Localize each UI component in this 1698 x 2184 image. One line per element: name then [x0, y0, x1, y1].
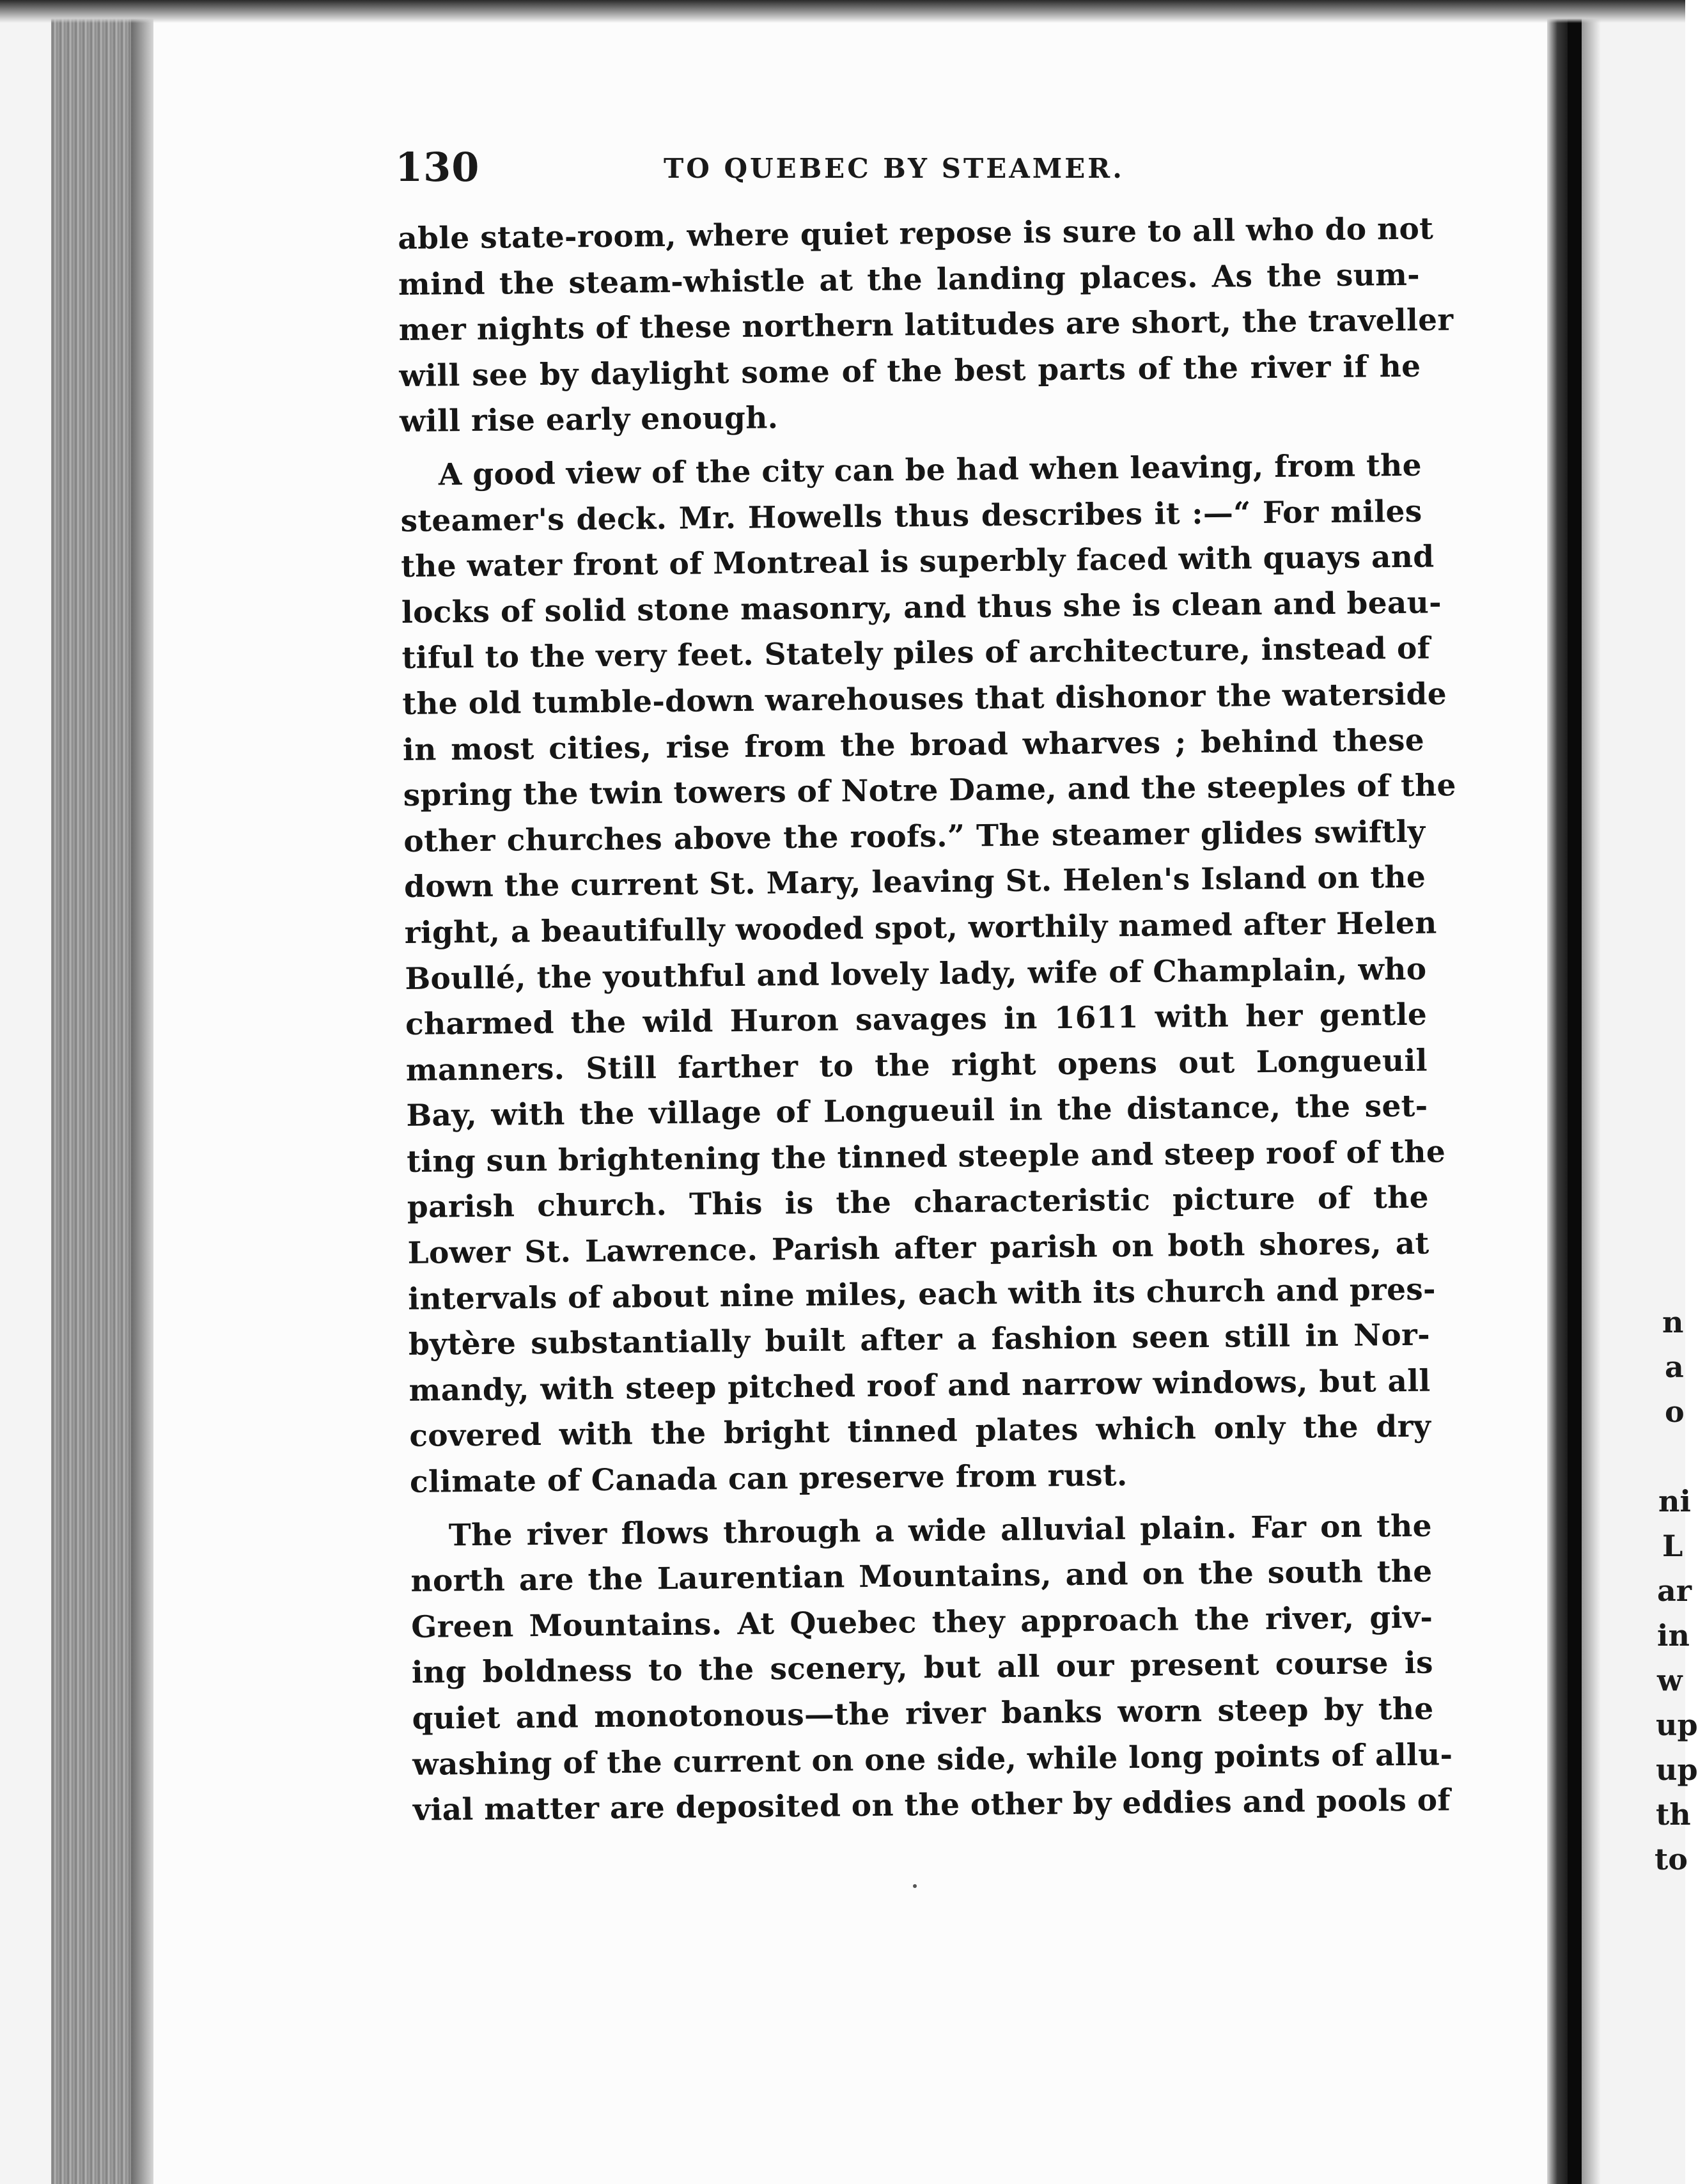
text-line: down the current St. Mary, leaving St. Helen's Island on the: [403, 859, 1426, 905]
facing-page-fragment: in: [1657, 1618, 1690, 1653]
text-line: the old tumble-down warehouses that dishonor the waterside: [402, 676, 1447, 722]
text-line: right, a beautifully wooded spot, worthily named after Helen: [404, 905, 1437, 951]
text-line: mer nights of these northern latitudes are short, the traveller: [398, 302, 1454, 348]
text-line: Bay, with the village of Longueuil in the distance, the set-: [406, 1088, 1428, 1134]
text-line: mandy, with steep pitched roof and narrow windows, but all: [409, 1363, 1431, 1408]
facing-page-fragment: ar: [1657, 1573, 1692, 1608]
running-head: TO QUEBEC BY STEAMER.: [664, 153, 1125, 184]
facing-page-fragment: th: [1656, 1797, 1691, 1832]
facing-page-fragment: to: [1655, 1842, 1688, 1876]
binding-gutter: [1568, 0, 1582, 2184]
facing-page-fragment: o: [1665, 1394, 1685, 1429]
scan-margin: [0, 0, 51, 2184]
text-line: the water front of Montreal is superbly faced with quays and: [401, 539, 1435, 585]
text-line: locks of solid stone masonry, and thus she is clean and beau-: [401, 585, 1442, 630]
facing-page-fragment: ni: [1658, 1484, 1691, 1518]
text-line: will rise early enough.: [399, 400, 779, 440]
text-line: north are the Laurentian Mountains, and on the south the: [410, 1554, 1433, 1600]
text-line: mind the steam-whistle at the landing places. As the sum-: [398, 257, 1421, 302]
facing-page-fragment: n: [1662, 1305, 1684, 1339]
body-text: [398, 207, 1456, 1834]
text-line: intervals of about nine miles, each with its church and pres-: [407, 1272, 1437, 1317]
text-line: steamer's deck. Mr. Howells thus describes it :—“ For miles: [400, 494, 1422, 539]
text-line: spring the twin towers of Notre Dame, and the steeples of the: [403, 768, 1456, 814]
text-line: quiet and monotonous—the river banks worn steep by the: [412, 1691, 1434, 1736]
text-line: Lower St. Lawrence. Parish after parish on both shores, at: [407, 1226, 1429, 1271]
text-line: covered with the bright tinned plates which only the dry: [409, 1409, 1431, 1455]
facing-page-fragment: up: [1656, 1752, 1698, 1787]
page-header: [395, 144, 1667, 195]
facing-page-shadow: [1582, 0, 1601, 2184]
paragraph: [398, 207, 1454, 445]
text-line: climate of Canada can preserve from rust.: [409, 1458, 1128, 1500]
scan-speck: [913, 1884, 917, 1888]
facing-page-fragment: a: [1665, 1350, 1684, 1384]
text-line: parish church. This is the characteristic picture of the: [407, 1180, 1429, 1226]
text-line: will see by daylight some of the best parts of the river if he: [399, 348, 1421, 394]
page-edges: [51, 0, 141, 2184]
text-line: Boullé, the youthful and lovely lady, wife of Champlain, who: [405, 951, 1427, 997]
page-number: 130: [395, 144, 480, 191]
facing-page-fragment: up: [1656, 1708, 1698, 1742]
text-line: other churches above the roofs.” The steamer glides swiftly: [403, 814, 1426, 859]
text-line: The river flows through a wide alluvial plain. Far on the: [448, 1508, 1433, 1553]
text-line: in most cities, rise from the broad wharves ; behind these: [402, 722, 1425, 768]
paragraph: [400, 443, 1456, 1506]
text-line: manners. Still farther to the right opens out Longueuil: [405, 1043, 1428, 1088]
text-line: Green Mountains. At Quebec they approach the river, giv-: [410, 1600, 1433, 1645]
text-line: able state-room, where quiet repose is sure to all who do not: [398, 211, 1434, 256]
facing-page-fragment: L: [1662, 1529, 1683, 1563]
text-line: charmed the wild Huron savages in 1611 with her gentle: [405, 997, 1428, 1043]
text-line: bytère substantially built after a fashion seen still in Nor-: [408, 1317, 1431, 1363]
text-line: washing of the current on one side, while long points of allu-: [412, 1736, 1453, 1782]
text-line: vial matter are deposited on the other by eddies and pools of: [412, 1782, 1451, 1829]
text-line: tiful to the very feet. Stately piles of architecture, instead of: [401, 630, 1431, 676]
text-line: ing boldness to the scenery, but all our present course is: [411, 1645, 1434, 1691]
scan-top-edge: [0, 0, 1685, 23]
page-edge-shadow: [131, 0, 157, 2184]
facing-page-fragment: w: [1657, 1663, 1683, 1697]
text-line: A good view of the city can be had when leaving, from the: [438, 448, 1422, 493]
paragraph: [410, 1503, 1453, 1833]
text-line: ting sun brightening the tinned steeple and steep roof of the: [406, 1134, 1446, 1180]
